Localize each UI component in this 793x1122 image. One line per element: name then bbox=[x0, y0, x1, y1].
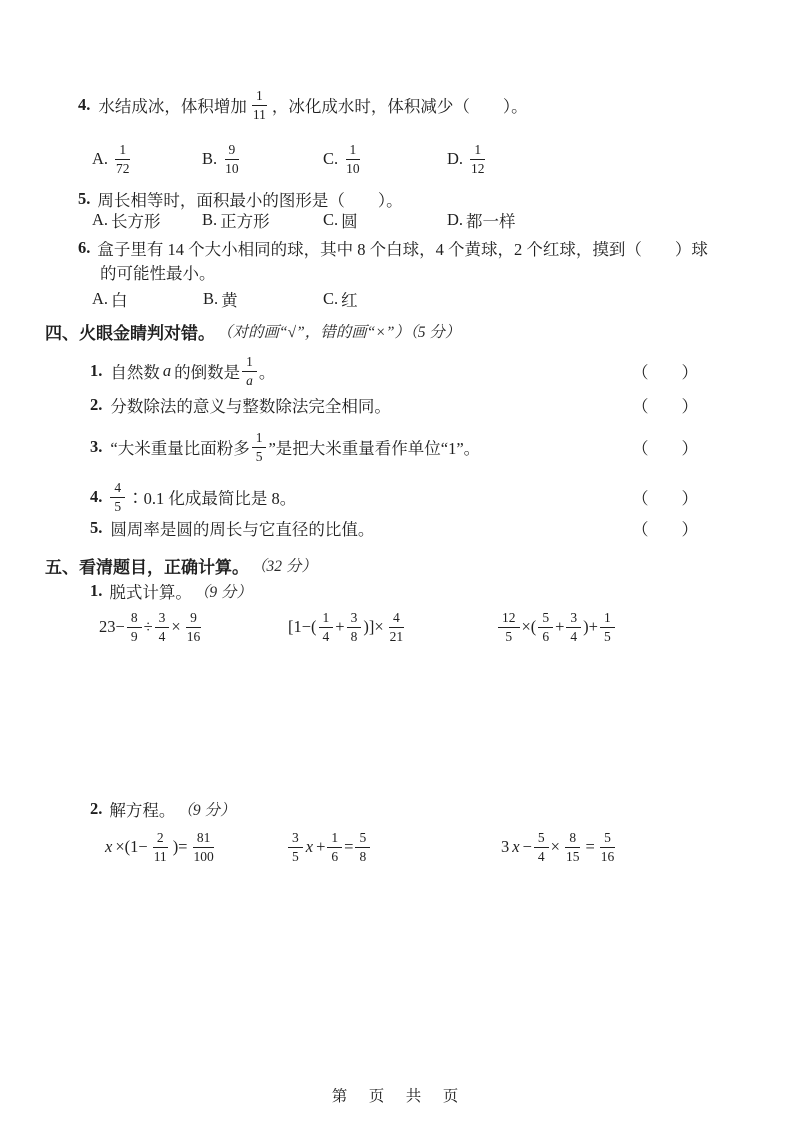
question-4 bbox=[0, 82, 793, 128]
question-6-options bbox=[0, 288, 793, 310]
question-6-option-b bbox=[203, 288, 238, 310]
section-5-title bbox=[45, 553, 317, 577]
tf-item-1-text: 自然数 a 的倒数是 $\frac{1}{a}$ 。 bbox=[110, 353, 276, 388]
equation-2: $\frac{3}{5}$ x + $\frac{1}{6}$ = $\frac{5}{8}$ bbox=[287, 824, 371, 870]
option-label: C. bbox=[323, 289, 339, 308]
question-5-options bbox=[0, 209, 793, 231]
question-5-option-d bbox=[447, 209, 516, 231]
option-value: $\frac{1}{72}$ bbox=[116, 141, 130, 176]
tf-item-4-text: $\frac{4}{5}$ ∶0.1 化成最简比是 8。 bbox=[109, 480, 297, 514]
solve-equations bbox=[0, 824, 793, 870]
tf-item-5 bbox=[0, 517, 793, 539]
question-6-stem-line1 bbox=[78, 237, 708, 259]
calc-subtitle bbox=[0, 580, 793, 602]
calc-expressions bbox=[0, 604, 793, 650]
option-label: A. bbox=[92, 210, 109, 229]
answer-bracket: （ ） bbox=[632, 520, 698, 539]
option-label: B. bbox=[202, 210, 218, 229]
option-value: $\frac{1}{12}$ bbox=[471, 141, 485, 176]
question-5-text: 周长相等时，面积最小的图形是（ ）。 bbox=[97, 191, 403, 210]
section-4-title-text: 四、火眼金睛判对错。 bbox=[45, 323, 215, 343]
option-label: D. bbox=[447, 210, 464, 229]
tf-item-5-content bbox=[90, 517, 375, 539]
option-value: 都一样 bbox=[466, 212, 516, 231]
question-4-options bbox=[0, 136, 793, 182]
question-4-stem bbox=[78, 82, 529, 128]
solve-score-note: （9 分） bbox=[177, 802, 236, 819]
tf-item-5-text: 圆周率是圆的周长与它直径的比值。 bbox=[110, 520, 375, 539]
question-6-option-c bbox=[323, 288, 358, 310]
question-4-number: 4. bbox=[78, 95, 91, 114]
answer-bracket: （ ） bbox=[632, 363, 698, 382]
question-4-option-b bbox=[202, 136, 244, 182]
tf-item-3-text: “大米重量比面粉多 $\frac{1}{5}$ ”是把大米重量看作单位“1”。 bbox=[110, 429, 481, 464]
equation-3: 3 x − $\frac{5}{4}$ × $\frac{8}{15}$ = $\frac{5}{16}$ bbox=[501, 829, 615, 864]
question-5 bbox=[0, 188, 793, 210]
question-4-option-a bbox=[92, 136, 135, 182]
tf-item-1 bbox=[0, 348, 793, 394]
question-4-option-d bbox=[447, 136, 490, 182]
calc-score-note: （9 分） bbox=[193, 584, 253, 601]
page-footer bbox=[0, 1084, 793, 1106]
option-label: B. bbox=[203, 289, 219, 308]
tf-item-5-number: 5. bbox=[90, 518, 103, 537]
tf-item-4-number: 4. bbox=[90, 487, 103, 506]
option-label: B. bbox=[202, 149, 218, 168]
question-6-number: 6. bbox=[78, 238, 91, 257]
tf-item-1-content bbox=[90, 348, 276, 394]
tf-item-3-content bbox=[90, 424, 481, 470]
calc-subtitle-content bbox=[90, 580, 252, 602]
answer-bracket: （ ） bbox=[632, 489, 698, 508]
option-label: C. bbox=[323, 149, 339, 168]
section-5-header bbox=[0, 553, 793, 577]
page-footer-text: 第 页 共 页 bbox=[331, 1088, 462, 1105]
option-label: A. bbox=[92, 289, 109, 308]
tf-item-4-content bbox=[90, 474, 297, 520]
option-value: 正方形 bbox=[220, 212, 270, 231]
tf-item-3-number: 3. bbox=[90, 437, 103, 456]
solve-label: 解方程。 bbox=[109, 801, 176, 820]
question-4-text: 水结成冰，体积增加 $\frac{1}{11}$ ，冰化成水时，体积减少（ ）。 bbox=[98, 87, 528, 122]
tf-item-4 bbox=[0, 474, 793, 520]
question-6-text-line1: 盒子里有 14 个大小相同的球，其中 8 个白球，4 个黄球，2 个红球，摸到（ ）球 bbox=[97, 240, 708, 259]
section-4-header bbox=[0, 319, 793, 343]
calc-label: 脱式计算。 bbox=[109, 583, 192, 602]
tf-item-2-text: 分数除法的意义与整数除法完全相同。 bbox=[110, 397, 391, 416]
question-5-option-c bbox=[323, 209, 358, 231]
option-value: $\frac{9}{10}$ bbox=[225, 141, 239, 176]
tf-item-2 bbox=[0, 394, 793, 416]
option-value: $\frac{1}{10}$ bbox=[346, 141, 360, 176]
question-6-stem-line2 bbox=[100, 261, 216, 283]
expression-3: $\frac{12}{5}$ ×( $\frac{5}{6}$ + $\frac{3}{4}$ )+ $\frac{1}{5}$ bbox=[497, 604, 616, 650]
question-6 bbox=[0, 237, 793, 259]
question-4-option-c bbox=[323, 136, 365, 182]
calc-number: 1. bbox=[90, 581, 103, 600]
expression-1: 23− $\frac{8}{9}$ ÷ $\frac{3}{4}$ × $\frac{9}{16}$ bbox=[99, 609, 201, 644]
option-value: 黄 bbox=[221, 291, 238, 310]
section-5-note: （32 分） bbox=[251, 558, 317, 575]
question-6-line2 bbox=[0, 261, 793, 283]
tf-item-2-content bbox=[90, 394, 392, 416]
option-value: 红 bbox=[341, 291, 358, 310]
option-value: 白 bbox=[111, 291, 128, 310]
tf-item-1-number: 1. bbox=[90, 361, 103, 380]
option-label: D. bbox=[447, 149, 464, 168]
question-6-option-a bbox=[92, 288, 128, 310]
equation-1: x ×(1− $\frac{2}{11}$ )= $\frac{81}{100}$ bbox=[105, 829, 214, 864]
question-6-text-line2: 的可能性最小。 bbox=[100, 264, 216, 283]
answer-bracket: （ ） bbox=[632, 439, 698, 458]
answer-bracket: （ ） bbox=[632, 397, 698, 416]
expression-2: [1−( $\frac{1}{4}$ + $\frac{3}{8}$ )]× $\frac{4}{21}$ bbox=[288, 609, 404, 644]
option-label: A. bbox=[92, 149, 109, 168]
solve-number: 2. bbox=[90, 799, 103, 818]
question-5-stem bbox=[78, 188, 403, 210]
option-label: C. bbox=[323, 210, 339, 229]
question-5-option-b bbox=[202, 209, 270, 231]
question-5-number: 5. bbox=[78, 189, 91, 208]
section-4-note: （对的画“√”，错的画“×”）（5 分） bbox=[217, 324, 461, 341]
solve-subtitle bbox=[0, 798, 793, 820]
section-4-title bbox=[45, 319, 460, 343]
solve-subtitle-content bbox=[90, 798, 236, 820]
tf-item-2-number: 2. bbox=[90, 395, 103, 414]
tf-item-3 bbox=[0, 424, 793, 470]
option-value: 圆 bbox=[341, 212, 358, 231]
section-5-title-text: 五、看清题目，正确计算。 bbox=[45, 557, 249, 577]
option-value: 长方形 bbox=[111, 212, 161, 231]
question-5-option-a bbox=[92, 209, 161, 231]
